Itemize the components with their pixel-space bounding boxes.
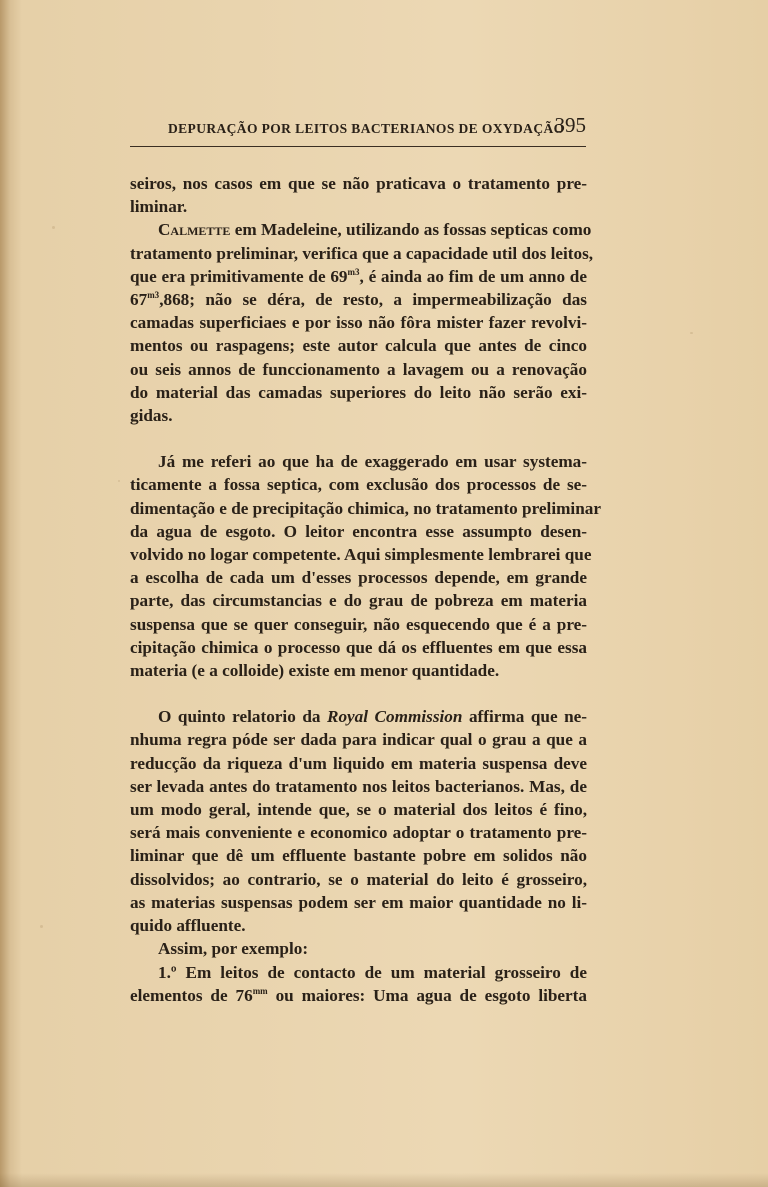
text-line — [130, 984, 587, 1007]
text-line: liminar que dê um effluente bastante pobre em solidos não — [130, 846, 587, 866]
text-line: reducção da riqueza d'um liquido em materia suspensa deve — [130, 753, 587, 773]
running-head: DEPURAÇÃO POR LEITOS BACTERIANOS DE OXYDAÇÃO — [168, 121, 565, 136]
text-line: ou seis annos de funccionamento a lavagem ou a renovação — [130, 359, 587, 379]
paper-speck — [118, 480, 120, 482]
text-line: dimentação e de precipitação chimica, no tratamento preliminar — [130, 498, 601, 518]
paper-speck — [40, 925, 43, 928]
text-line: tratamento preliminar, verifica que a capacidade util dos leitos, — [130, 243, 594, 263]
text-line — [130, 265, 587, 288]
body-text — [130, 172, 601, 1007]
page-binding-edge — [0, 0, 10, 1187]
page-header — [166, 113, 586, 141]
text-line: dissolvidos; ao contrario, se o material do leito é grosseiro, — [130, 869, 587, 889]
text-line: 1.º Em leitos de contacto de um material grosseiro de — [158, 962, 587, 982]
italic-title: Royal Commission — [326, 707, 463, 727]
text-line: ser levada antes do tratamento nos leitos bacterianos. Mas, de — [130, 776, 587, 796]
text-line: parte, das circumstancias e do grau de pobreza em materia — [130, 591, 587, 611]
text-fragment: em Madeleine, utilizando as fossas septicas como — [230, 220, 592, 240]
text-line: suspensa que se quer conseguir, não esquecendo que é a pre- — [130, 614, 587, 634]
text-line: nhuma regra póde ser dada para indicar qual o grau a que a — [130, 730, 587, 750]
text-fragment: , é ainda ao fim de um anno de — [359, 266, 587, 286]
text-line: quido affluente. — [130, 916, 246, 936]
text-line: as materias suspensas podem ser em maior quantidade no li- — [130, 892, 587, 912]
paper-speck — [690, 332, 693, 334]
text-line: um modo geral, intende que, se o material dos leitos é fino, — [130, 800, 587, 820]
text-fragment: affirma que ne- — [462, 707, 587, 727]
text-line: será mais conveniente e economico adoptar o tratamento pre- — [130, 823, 587, 843]
text-line: seiros, nos casos em que se não praticava o tratamento pre- — [130, 174, 587, 193]
text-line: mentos ou raspagens; este autor calcula que antes de cinco — [130, 336, 587, 356]
text-line: da agua de esgoto. O leitor encontra esse assumpto desen- — [130, 521, 587, 541]
text-fragment: 67 — [130, 290, 148, 310]
paragraph-gap — [130, 427, 587, 450]
text-fragment: elementos de 76 — [130, 985, 253, 1005]
text-line: camadas superficiaes e por isso não fôra mister fazer revolvi- — [130, 313, 587, 333]
text-fragment: O quinto relatorio da — [158, 707, 327, 727]
text-line: materia (e a colloide) existe em menor quantidade. — [130, 661, 500, 681]
paper-speck — [52, 226, 55, 229]
text-line: Já me referi ao que ha de exaggerado em usar systema- — [158, 452, 587, 472]
text-line: do material das camadas superiores do leito não serão exi- — [130, 382, 587, 402]
text-line: ticamente a fossa septica, com exclusão dos processos de se- — [130, 475, 587, 495]
text-line: volvido no logar competente. Aqui simplesmente lembrarei que — [130, 545, 592, 565]
text-fragment: ou maiores: Uma agua de esgoto liberta — [267, 985, 587, 1005]
text-line — [130, 705, 587, 728]
page-number: 395 — [554, 113, 586, 137]
text-line: liminar. — [130, 197, 188, 217]
page-bottom-shadow — [0, 1173, 768, 1187]
unit-superscript: m3 — [147, 290, 160, 301]
unit-superscript: mm — [252, 985, 268, 996]
text-line: cipitação chimica o processo que dá os effluentes em que essa — [130, 637, 587, 657]
header-rule — [130, 146, 586, 147]
text-fragment: ,868; não se déra, de resto, a impermeabilização das — [159, 290, 587, 310]
text-line — [130, 218, 592, 241]
text-line: Assim, por exemplo: — [158, 939, 309, 959]
text-line: a escolha de cada um d'esses processos depende, em grande — [130, 568, 587, 588]
text-line — [130, 288, 587, 311]
author-name: Calmette — [158, 220, 231, 240]
text-fragment: que era primitivamente de 69 — [130, 266, 348, 286]
paragraph-gap — [130, 682, 587, 705]
text-line: gidas. — [130, 406, 173, 426]
unit-superscript: m3 — [347, 266, 360, 277]
